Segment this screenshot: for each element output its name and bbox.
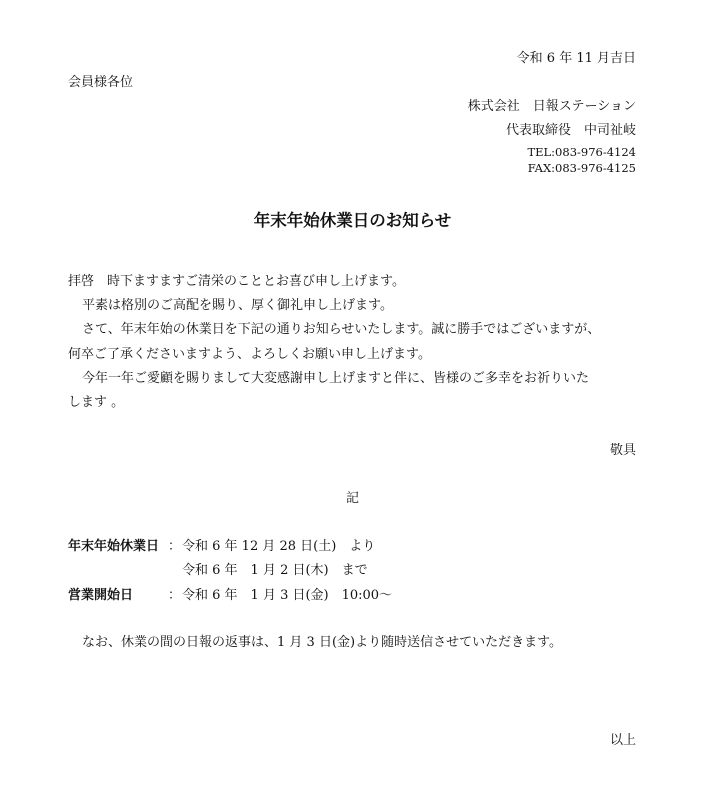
open-date: 令和 6 年 1 月 3 日(金) 10:00～	[182, 588, 393, 603]
holiday-label: 年末年始休業日	[68, 539, 160, 554]
addressee: 会員様各位	[68, 75, 134, 90]
ki-heading: 記	[345, 491, 359, 506]
closing-ijou: 以上	[609, 733, 636, 748]
body-line-2: 平素は格別のご高配を賜り、厚く御礼申し上げます。	[82, 298, 393, 313]
representative: 代表取締役 中司祉岐	[505, 123, 636, 138]
company-name: 株式会社 日報ステーション	[467, 99, 636, 114]
tel-number: TEL:083-976-4124	[527, 145, 636, 159]
fax-number: FAX:083-976-4125	[527, 161, 636, 175]
closing-keigu: 敬具	[609, 443, 636, 458]
holiday-end: 令和 6 年 1 月 2 日(木) まで	[182, 563, 368, 578]
note-line: なお、休業の間の日報の返事は、1 月 3 日(金)より随時送信させていただきます。	[82, 635, 563, 650]
body-line-5: 今年一年ご愛顧を賜りまして大変感謝申し上げますと伴に、皆様のご多幸をお祈りいた	[82, 371, 590, 386]
holiday-separator: ：	[168, 539, 182, 554]
document-title: 年末年始休業日のお知らせ	[253, 211, 452, 230]
open-separator: ：	[168, 588, 182, 603]
issue-date: 令和 6 年 11 月吉日	[516, 51, 636, 66]
open-label: 営業開始日	[68, 588, 134, 603]
holiday-start: 令和 6 年 12 月 28 日(土) より	[182, 539, 376, 554]
body-line-6: します 。	[68, 395, 125, 410]
body-line-4: 何卒ご了承くださいますよう、よろしくお願い申し上げます。	[68, 347, 431, 362]
body-line-3: さて、年末年始の休業日を下記の通りお知らせいたします。誠に勝手ではございますが、	[82, 322, 601, 337]
body-line-1: 拝啓 時下ますますご清栄のこととお喜び申し上げます。	[68, 274, 405, 289]
